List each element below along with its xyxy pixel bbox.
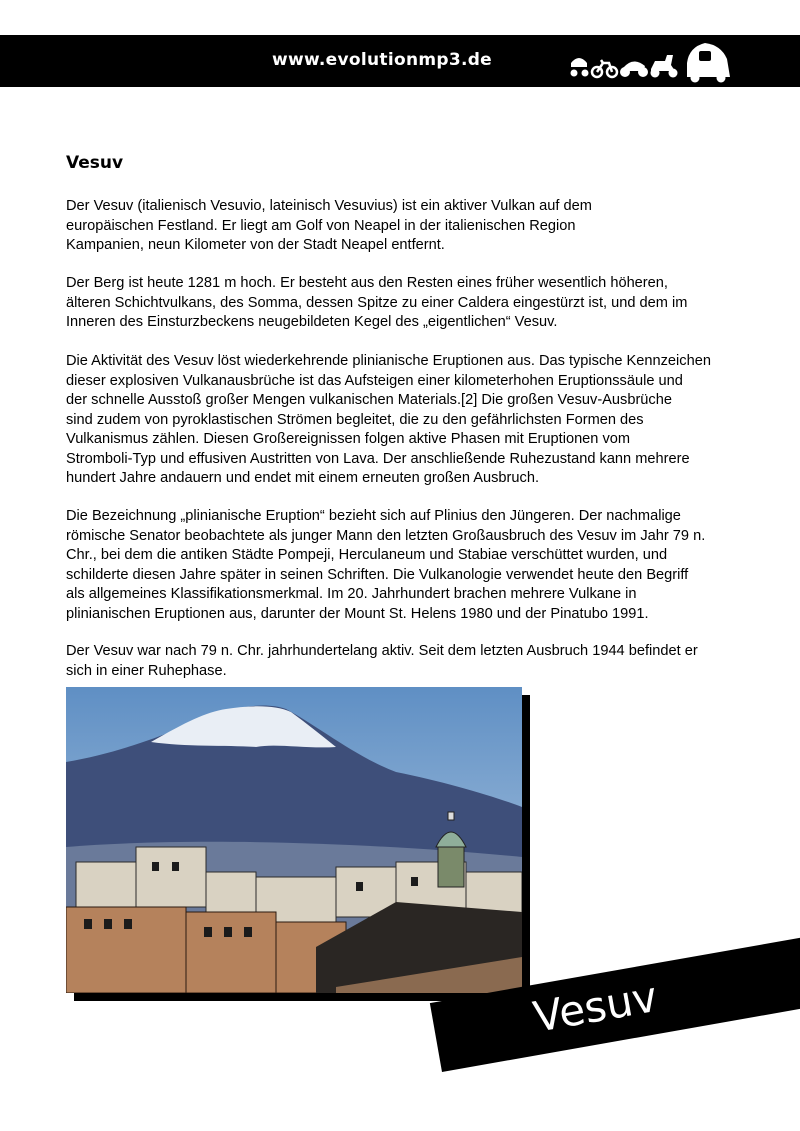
paragraph-activity: Die Aktivität des Vesuv löst wiederkehrende plinianische Eruptionen aus. Das typische Kennzeichen dieser explosiven Vulkanausbrüche ist das Aufsteigen einer kilometerhohen Eruptionssäule und der schnelle Ausstoß großer Mengen vulkanischen Materials.[2] Die großen Vesuv-Ausbrüche sind zudem von pyroklastischen Strömen begleitet, die zu den gefährlichsten Formen des Vulkanismus zählen. Diesen Großereignissen folgen aktive Phasen mit Eruptionen vom Stromboli-Typ und effusiven Austritten von Lava. Der anschließende Ruhezustand kann mehrere hundert Jahre andauern und endet mit einem erneuten großen Ausbruch.	[66, 353, 711, 486]
site-url-link[interactable]: www.evolutionmp3.de	[272, 50, 493, 70]
header-icons	[565, 37, 735, 90]
paragraph-intro: Der Vesuv (italienisch Vesuvio, lateinisch Vesuvius) ist ein aktiver Vulkan auf dem europäischen Festland. Er liegt am Golf von Neapel in der italienischen Region Kampanien, neun Kilometer von der Stadt Neapel entfernt.	[66, 198, 592, 253]
page-title: Vesuv	[66, 153, 124, 173]
stroller-icon	[571, 58, 589, 77]
paragraph-plinian: Die Bezeichnung „plinianische Eruption“ bezieht sich auf Plinius den Jüngeren. Der nachmalige römische Senator beobachtete als junger Mann den letzten Großausbruch des Vesuv im Jahr 79 n. Chr., bei dem die antiken Städte Pompeji, Herculaneum und Stabiae verschüttet wurden, und schilderte diesen Jahre später in seinen Schriften. Die Vulkanologie verwendet heute den Begriff als allgemeines Klassifikationsmerkmal. Im 20. Jahrhundert brachen mehrere Vulkane in plinianischen Eruptionen aus, darunter der Mount St. Helens 1980 und der Pinatubo 1991.	[66, 508, 706, 622]
motorbike-icon	[620, 61, 648, 77]
paragraph-height: Der Berg ist heute 1281 m hoch. Er besteht aus den Resten eines früher wesentlich höheren, älteren Schichtvulkans, des Somma, dessen Spitze zu einer Caldera eingestürzt ist, und dem im Inneren des Einsturzbeckens neugebildeten Kegel des „eigentlichen“ Vesuv.	[66, 275, 688, 330]
paragraph-rest-phase: Der Vesuv war nach 79 n. Chr. jahrhundertelang aktiv. Seit dem letzten Ausbruch 1944 befindet er sich in einer Ruhephase.	[66, 643, 698, 679]
header-bar	[0, 35, 800, 87]
vesuvius-photo	[66, 687, 522, 993]
banner-label: Vesuv	[529, 971, 662, 1042]
car-icon	[687, 43, 730, 83]
bicycle-icon	[592, 60, 617, 77]
scooter-icon	[651, 55, 678, 78]
